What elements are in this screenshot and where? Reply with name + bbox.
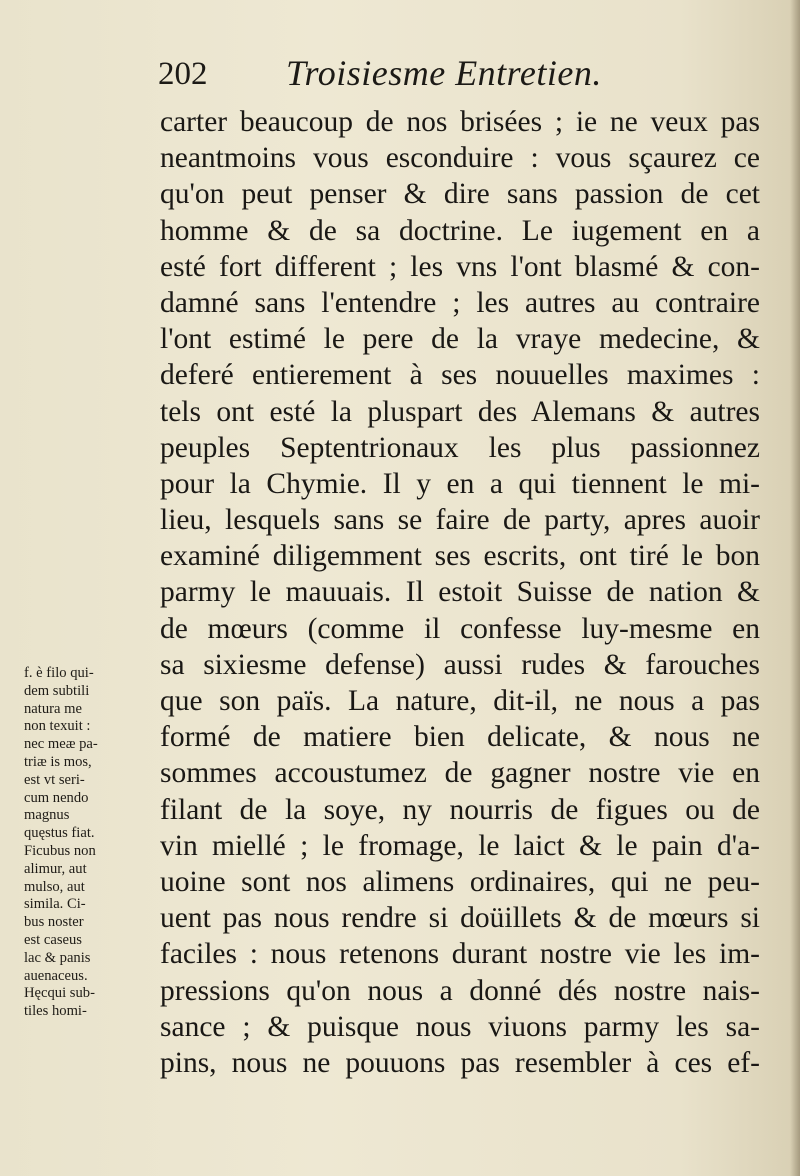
margin-line: Ficubus non: [24, 842, 96, 859]
text-line: carter beaucoup de nos brisées ; ie ne veux pas: [160, 106, 760, 138]
text-line: tels ont esté la pluspart des Alemans & autres: [160, 395, 760, 428]
margin-line: dem subtili: [24, 682, 90, 699]
margin-line: natura me: [24, 700, 82, 717]
margin-line: tiles homi-: [24, 1003, 87, 1020]
margin-line: auenaceus.: [24, 967, 88, 984]
marginal-note: [24, 665, 154, 1021]
main-text: [160, 104, 760, 1081]
text-line: esté fort different ; les vns l'ont blasmé & con-: [160, 250, 760, 283]
margin-line: Hęcqui sub-: [24, 985, 95, 1002]
text-line: sa sixiesme defense) aussi rudes & farouches: [160, 648, 760, 681]
text-line: parmy le mauuais. Il estoit Suisse de nation &: [160, 576, 760, 609]
margin-line: lac & panis: [24, 949, 91, 966]
margin-line: bus noster: [24, 914, 84, 931]
text-line: l'ont estimé le pere de la vraye medecine, &: [160, 323, 760, 356]
text-line: homme & de sa doctrine. Le iugement en a: [160, 214, 760, 247]
text-line: uent pas nous rendre si doüillets & de mœurs si: [160, 902, 760, 935]
margin-line: triæ is mos,: [24, 753, 92, 770]
page-number: 202: [158, 56, 208, 92]
text-line: qu'on peut penser & dire sans passion de cet: [160, 178, 760, 211]
margin-line: quęstus fiat.: [24, 825, 95, 842]
text-line: vin miellé ; le fromage, le laict & le pain d'a-: [160, 829, 760, 862]
text-line: filant de la soye, ny nourris de figues ou de: [160, 793, 760, 826]
margin-line: nec meæ pa-: [24, 736, 98, 753]
text-line: pour la Chymie. Il y en a qui tiennent le mi-: [160, 467, 760, 500]
text-line: deferé entierement à ses nouuelles maximes :: [160, 359, 760, 392]
margin-line: est vt seri-: [24, 771, 85, 788]
margin-line: non texuit :: [24, 718, 91, 735]
text-line: que son païs. La nature, dit-il, ne nous a pas: [160, 685, 760, 717]
text-line: pressions qu'on nous a donné dés nostre nais-: [160, 974, 760, 1007]
text-line: pins, nous ne pouuons pas resembler à ces ef-: [160, 1046, 760, 1079]
text-line: sance ; & puisque nous viuons parmy les sa-: [160, 1010, 760, 1043]
text-line: lieu, lesquels sans se faire de party, apres auoir: [160, 504, 760, 537]
margin-line: est caseus: [24, 931, 82, 948]
margin-line: simila. Ci-: [24, 896, 86, 913]
margin-line: magnus: [24, 807, 70, 824]
text-line: sommes accoustumez de gagner nostre vie en: [160, 757, 760, 790]
margin-line: alimur, aut: [24, 860, 87, 877]
margin-line: cum nendo: [24, 789, 89, 806]
text-line: peuples Septentrionaux les plus passionnez: [160, 431, 760, 464]
margin-line: mulso, aut: [24, 878, 85, 895]
text-line: neantmoins vous esconduire : vous sçaurez ce: [160, 142, 760, 175]
text-line: formé de matiere bien delicate, & nous ne: [160, 721, 760, 754]
text-line: examiné diligemment ses escrits, ont tiré le bon: [160, 540, 760, 573]
margin-line: f. è filo qui-: [24, 665, 94, 681]
text-line: uoine sont nos alimens ordinaires, qui ne peu-: [160, 865, 760, 898]
running-title: Troisiesme Entretien.: [286, 53, 602, 93]
text-line: faciles : nous retenons durant nostre vie les im-: [160, 938, 760, 971]
text-line: de mœurs (comme il confesse luy-mesme en: [160, 612, 760, 645]
page-header: [158, 50, 678, 102]
text-line: damné sans l'entendre ; les autres au contraire: [160, 286, 760, 319]
